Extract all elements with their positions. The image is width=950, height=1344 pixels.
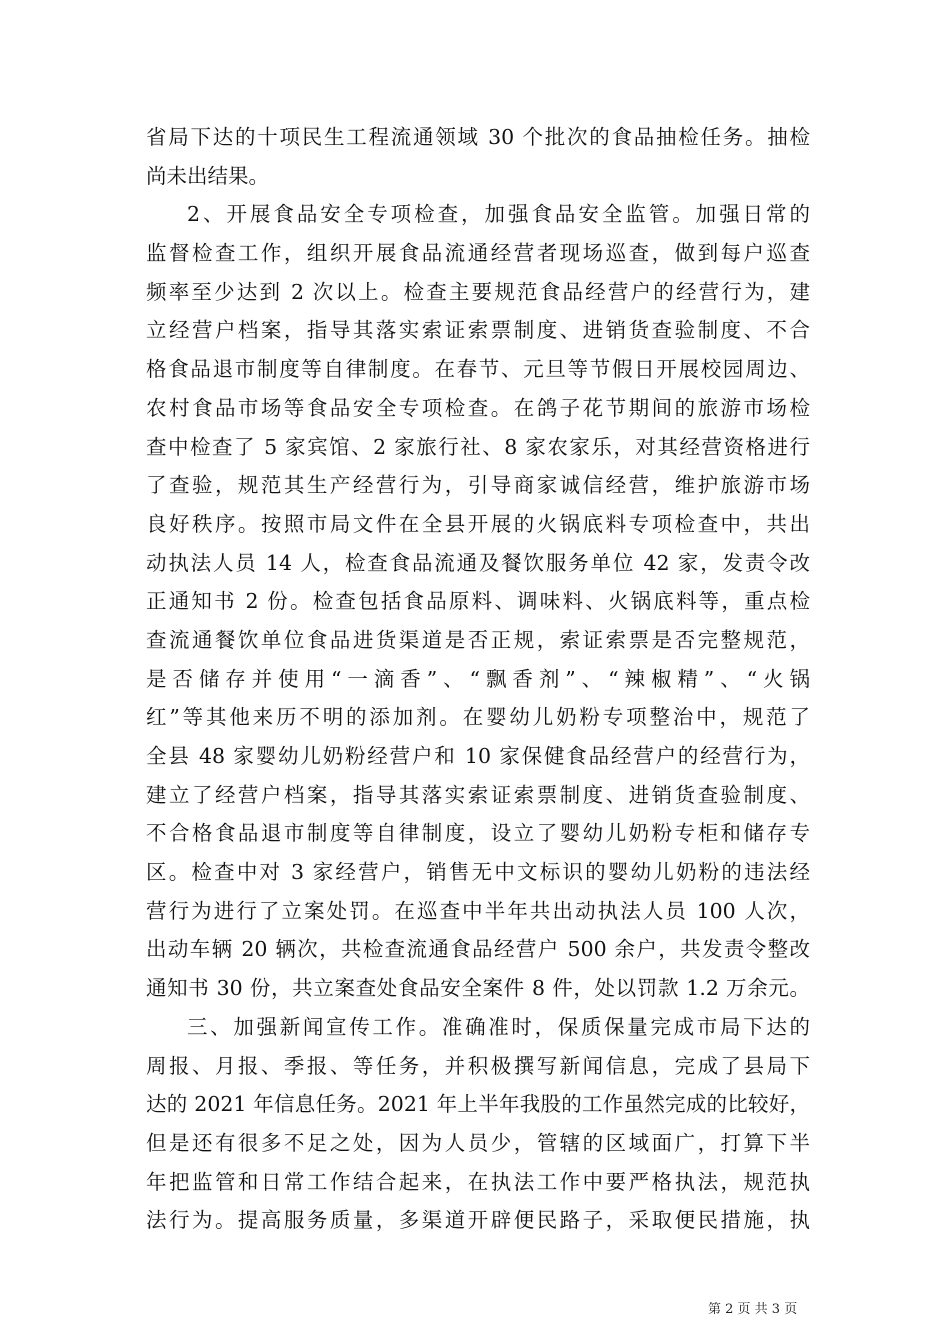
text-line: 立经营户档案，指导其落实索证索票制度、进销货查验制度、不合 xyxy=(146,318,810,343)
text-line: 动执法人员 14 人，检查食品流通及餐饮服务单位 42 家，发责令改 xyxy=(146,550,810,575)
text-line: 良好秩序。按照市局文件在全县开展的火锅底料专项检查中，共出 xyxy=(146,511,810,536)
body-text xyxy=(146,118,810,1240)
text-line: 红”等其他来历不明的添加剂。在婴幼儿奶粉专项整治中，规范了 xyxy=(146,705,810,730)
text-line: 年把监管和日常工作结合起来，在执法工作中要严格执法，规范执 xyxy=(146,1169,810,1194)
text-line: 营行为进行了立案处罚。在巡查中半年共出动执法人员 100 人次， xyxy=(146,898,810,923)
text-line: 了查验，规范其生产经营行为，引导商家诚信经营，维护旅游市场 xyxy=(146,473,810,498)
text-line: 尚未出结果。 xyxy=(146,163,269,188)
text-line: 出动车辆 20 辆次，共检查流通食品经营户 500 余户，共发责令整改 xyxy=(146,937,810,962)
text-line: 频率至少达到 2 次以上。检查主要规范食品经营户的经营行为，建 xyxy=(146,279,810,304)
text-line: 查中检查了 5 家宾馆、2 家旅行社、8 家农家乐，对其经营资格进行 xyxy=(146,434,810,459)
text-line: 但是还有很多不足之处，因为人员少，管辖的区域面广，打算下半 xyxy=(146,1130,810,1155)
text-line: 达的 2021 年信息任务。2021 年上半年我股的工作虽然完成的比较好， xyxy=(146,1092,810,1117)
text-line: 是否储存并使用“一滴香”、“飘香剂”、“辣椒精”、“火锅 xyxy=(146,666,810,691)
text-line: 不合格食品退市制度等自律制度，设立了婴幼儿奶粉专柜和储存专 xyxy=(146,821,810,846)
text-line: 2、开展食品安全专项检查，加强食品安全监管。加强日常的 xyxy=(187,202,810,227)
text-line: 正通知书 2 份。检查包括食品原料、调味料、火锅底料等，重点检 xyxy=(146,589,810,614)
text-line: 周报、月报、季报、等任务，并积极撰写新闻信息，完成了县局下 xyxy=(146,1053,810,1078)
text-line: 通知书 30 份，共立案查处食品安全案件 8 件，处以罚款 1.2 万余元。 xyxy=(146,976,810,1001)
page-number: 第 2 页 共 3 页 xyxy=(708,1302,798,1317)
text-line: 农村食品市场等食品安全专项检查。在鸽子花节期间的旅游市场检 xyxy=(146,395,810,420)
text-line: 建立了经营户档案，指导其落实索证索票制度、进销货查验制度、 xyxy=(146,782,810,807)
text-line: 法行为。提高服务质量，多渠道开辟便民路子，采取便民措施，执 xyxy=(146,1208,810,1233)
text-line: 三、加强新闻宣传工作。准确准时，保质保量完成市局下达的 xyxy=(187,1014,810,1039)
text-line: 监督检查工作，组织开展食品流通经营者现场巡查，做到每户巡查 xyxy=(146,241,810,266)
text-line: 全县 48 家婴幼儿奶粉经营户和 10 家保健食品经营户的经营行为， xyxy=(146,744,810,768)
text-line: 区。检查中对 3 家经营户，销售无中文标识的婴幼儿奶粉的违法经 xyxy=(146,860,810,885)
text-line: 格食品退市制度等自律制度。在春节、元旦等节假日开展校园周边、 xyxy=(146,357,810,382)
text-line: 省局下达的十项民生工程流通领域 30 个批次的食品抽检任务。抽检 xyxy=(146,125,810,149)
text-line: 查流通餐饮单位食品进货渠道是否正规，索证索票是否完整规范， xyxy=(146,627,810,652)
